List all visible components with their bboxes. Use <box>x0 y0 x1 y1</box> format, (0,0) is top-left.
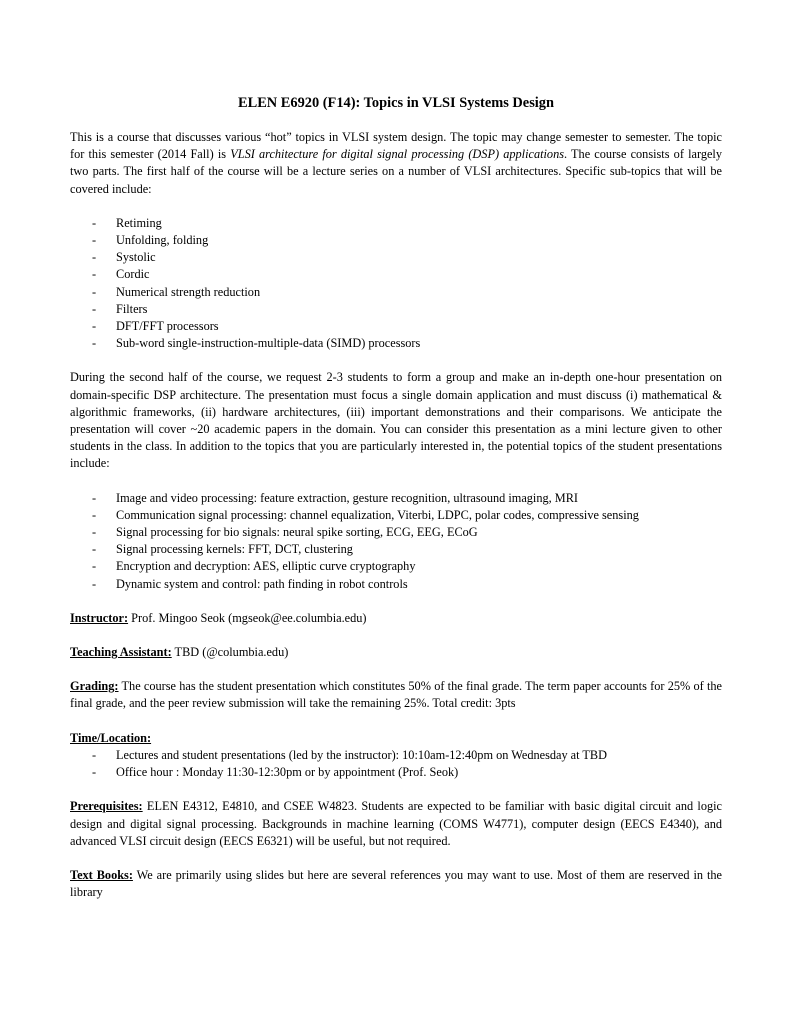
ta-label: Teaching Assistant: <box>70 645 172 660</box>
list-item <box>70 284 722 301</box>
subtopic-text: Systolic <box>116 250 156 265</box>
dash-bullet: - <box>92 336 97 351</box>
spacer <box>70 661 722 678</box>
spacer <box>70 781 722 798</box>
spacer <box>70 627 722 644</box>
presentation-topic-text: Dynamic system and control: path finding in robot controls <box>116 576 408 591</box>
list-item <box>70 318 722 335</box>
spacer <box>70 593 722 610</box>
presentation-topic-text: Signal processing for bio signals: neural spike sorting, ECG, EEG, ECoG <box>116 525 478 540</box>
textbooks-paragraph <box>70 867 722 901</box>
dash-bullet: - <box>92 301 97 316</box>
grading-paragraph <box>70 678 722 712</box>
grading-label: Grading: <box>70 679 119 694</box>
prerequisites-paragraph <box>70 798 722 850</box>
dash-bullet: - <box>92 215 97 230</box>
subtopic-text: DFT/FFT processors <box>116 319 219 334</box>
subtopic-text: Filters <box>116 301 148 316</box>
dash-bullet: - <box>92 542 97 557</box>
presentation-topic-text: Image and video processing: feature extraction, gesture recognition, ultrasound imaging, MRI <box>116 490 579 505</box>
presentation-topic-text: Encryption and decryption: AES, elliptic curve cryptography <box>116 559 416 574</box>
prerequisites-label: Prerequisites: <box>70 799 143 814</box>
second-half-paragraph: During the second half of the course, we request 2-3 students to form a group and make an in-depth one-hour presentation on domain-specific DSP architecture. The presentation must focus a single domain application and must discuss (i) mathematical & algorithmic frameworks, (ii) hardware architectures, (iii) important demonstrations and their comparisons. We anticipate the presentation will cover ~20 academic papers in the domain. You can consider this presentation as a mini lecture given to other students in the class. In addition to the topics that you are particularly interested in, the potential topics of the student presentations include: <box>70 370 722 471</box>
list-item <box>70 232 722 249</box>
dash-bullet: - <box>92 267 97 282</box>
time-location-list <box>70 747 722 781</box>
dash-bullet: - <box>92 765 97 780</box>
ta-text: TBD (@columbia.edu) <box>171 645 289 660</box>
spacer <box>70 198 722 215</box>
list-item <box>70 747 722 764</box>
intro-text-after: . The course consists of largely two parts. The first half of the course will be a lecture series on a number of VLSI architectures. Specific sub-topics that will be covered include: <box>70 147 722 196</box>
subtopic-text: Unfolding, folding <box>116 233 209 248</box>
time-location-text: Lectures and student presentations (led by the instructor): 10:10am-12:40pm on Wednesday at TBD <box>116 747 608 762</box>
dash-bullet: - <box>92 490 97 505</box>
dash-bullet: - <box>92 284 97 299</box>
list-item <box>70 558 722 575</box>
presentation-topic-text: Communication signal processing: channel equalization, Viterbi, LDPC, polar codes, compressive sensing <box>116 507 639 522</box>
list-item <box>70 524 722 541</box>
dash-bullet: - <box>92 525 97 540</box>
time-location-text: Office hour : Monday 11:30-12:30pm or by appointment (Prof. Seok) <box>116 765 459 780</box>
list-item <box>70 335 722 352</box>
intro-text-before: This is a course that discusses various “hot” topics in VLSI system design. The topic may change semester to semester. The topic for this semester (2014 Fall) is <box>70 130 722 162</box>
ta-line <box>70 644 722 661</box>
time-location-heading <box>70 730 722 747</box>
list-item <box>70 490 722 507</box>
spacer <box>70 352 722 369</box>
instructor-text: Prof. Mingoo Seok (mgseok@ee.columbia.edu) <box>128 610 367 625</box>
list-item <box>70 507 722 524</box>
subtopic-text: Sub-word single-instruction-multiple-data (SIMD) processors <box>116 336 421 351</box>
list-item <box>70 266 722 283</box>
intro-italic-topic: VLSI architecture for digital signal processing (DSP) applications <box>230 147 565 162</box>
document-page <box>70 94 722 901</box>
grading-text: The course has the student presentation which constitutes 50% of the final grade. The term paper accounts for 25% of the final grade, and the peer review submission will take the remaining 25%. Total credit: 3pts <box>70 679 722 711</box>
subtopic-text: Numerical strength reduction <box>116 284 261 299</box>
dash-bullet: - <box>92 319 97 334</box>
list-item <box>70 541 722 558</box>
subtopics-list <box>70 215 722 353</box>
dash-bullet: - <box>92 559 97 574</box>
intro-paragraph <box>70 129 722 198</box>
subtopic-text: Cordic <box>116 267 150 282</box>
subtopic-text: Retiming <box>116 215 162 230</box>
textbooks-label: Text Books: <box>70 867 133 882</box>
prerequisites-text: ELEN E4312, E4810, and CSEE W4823. Students are expected to be familiar with basic digital circuit and logic design and digital signal processing. Backgrounds in machine learning (COMS W4771), computer design (EECS E4340), and advanced VLSI circuit design (EECS E6321) will be useful, but not required. <box>70 799 722 848</box>
dash-bullet: - <box>92 576 97 591</box>
dash-bullet: - <box>92 250 97 265</box>
dash-bullet: - <box>92 747 97 762</box>
dash-bullet: - <box>92 233 97 248</box>
list-item <box>70 576 722 593</box>
time-location-label: Time/Location: <box>70 730 152 745</box>
textbooks-text: We are primarily using slides but here are several references you may want to use. Most of them are reserved in the library <box>70 867 722 900</box>
presentation-topics-list <box>70 490 722 593</box>
list-item <box>70 215 722 232</box>
instructor-line <box>70 610 722 627</box>
instructor-label: Instructor: <box>70 610 129 625</box>
list-item <box>70 764 722 781</box>
presentation-topic-text: Signal processing kernels: FFT, DCT, clustering <box>116 542 353 557</box>
spacer <box>70 473 722 490</box>
list-item <box>70 301 722 318</box>
spacer <box>70 713 722 730</box>
dash-bullet: - <box>92 507 97 522</box>
list-item <box>70 249 722 266</box>
page-title: ELEN E6920 (F14): Topics in VLSI Systems Design <box>238 95 554 111</box>
spacer <box>70 850 722 867</box>
